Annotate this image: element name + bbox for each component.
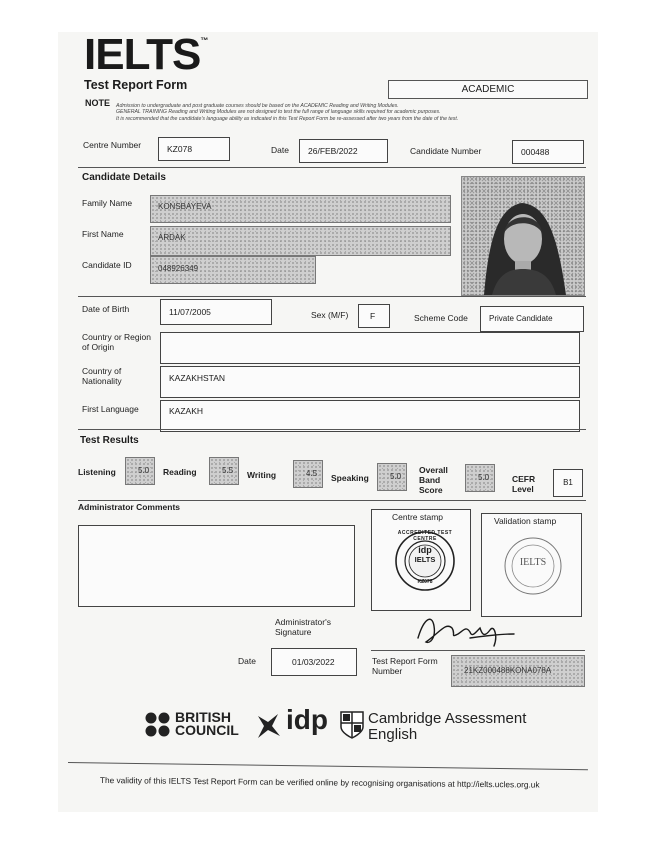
signature-label-line: Administrator's: [275, 617, 331, 627]
centre-number-label: Centre Number: [83, 140, 142, 150]
british-council-text: [175, 711, 239, 737]
writing-score: 4.5: [293, 460, 323, 488]
british-council-line: BRITISH: [175, 709, 231, 725]
cefr-label-line: Level: [512, 484, 534, 494]
overall-label-line: Score: [419, 485, 443, 495]
centre-stamp-inner: [408, 545, 442, 565]
candidate-id-label: Candidate ID: [82, 260, 132, 270]
stamp-ielts-text: IELTS: [414, 555, 436, 564]
candidate-details-heading: Candidate Details: [82, 172, 166, 183]
validation-stamp-inner: IELTS: [519, 557, 547, 568]
family-name-value: KONSBAYEVA: [150, 195, 451, 223]
overall-label-line: Band: [419, 475, 441, 485]
trf-number-label: [372, 656, 438, 676]
sex-label: Sex (M/F): [311, 310, 349, 320]
centre-stamp-label: Centre stamp: [392, 512, 444, 522]
origin-label-line: of Origin: [82, 342, 115, 352]
signature-label-line: Signature: [275, 627, 312, 637]
nationality-label-line: Country of: [82, 366, 122, 376]
validity-note: The validity of this IELTS Test Report Form can be verified online by recognising organisations at http://ielts.ucles.org.uk: [99, 775, 540, 790]
scheme-code-label: Scheme Code: [414, 313, 468, 323]
date-label: Date: [271, 145, 289, 155]
note-text: [116, 103, 586, 122]
reading-label: Reading: [163, 467, 197, 477]
admin-comments-label: Administrator Comments: [78, 502, 181, 512]
validation-stamp-label: Validation stamp: [494, 516, 557, 526]
centre-stamp-ring-text: ACCREDITED TEST CENTRE: [397, 530, 453, 542]
first-language-label: First Language: [82, 404, 139, 414]
cambridge-line: Cambridge Assessment: [368, 710, 527, 727]
cefr-label-line: CEFR: [512, 474, 536, 484]
divider: [78, 429, 586, 430]
note-line: Admission to undergraduate and post graduate courses should be based on the ACADEMIC Reading and Writing Modules.: [116, 103, 399, 109]
centre-number-value: KZ078: [158, 137, 230, 161]
british-council-line: COUNCIL: [175, 722, 239, 738]
dob-label: Date of Birth: [82, 304, 130, 314]
candidate-photo: [461, 176, 585, 296]
cefr-level-value: B1: [553, 469, 583, 497]
scheme-code-value: Private Candidate: [480, 306, 584, 332]
reading-score: 5.5: [209, 457, 239, 485]
test-results-heading: Test Results: [80, 435, 139, 446]
british-council-dots-icon: [144, 711, 172, 739]
signature-label: [275, 617, 331, 637]
origin-value: [160, 332, 580, 364]
administrator-signature-icon: [410, 608, 520, 650]
listening-label: Listening: [78, 467, 116, 477]
listening-score: 5.0: [125, 457, 155, 485]
candidate-id-value: 048926349: [150, 256, 316, 284]
note-line: It is recommended that the candidate's language ability as indicated in this Test Report Form be re-assessed after two years from the date of the test.: [116, 115, 459, 122]
divider: [371, 650, 585, 651]
first-name-label: First Name: [82, 229, 124, 239]
test-date-value: 26/FEB/2022: [299, 139, 388, 163]
admin-comments-box: [78, 525, 355, 607]
cambridge-shield-icon: [340, 711, 364, 739]
centre-stamp-code: KZ078: [417, 579, 433, 585]
trf-label-line: Test Report Form: [372, 656, 438, 666]
divider: [78, 296, 586, 297]
cambridge-line: English: [368, 726, 418, 743]
dob-value: 11/07/2005: [160, 299, 272, 325]
note-label: NOTE: [85, 98, 111, 108]
sex-value: F: [358, 304, 390, 328]
trf-number-value: 21KZ000488KONA078A: [451, 655, 585, 687]
admin-date-value: 01/03/2022: [271, 648, 357, 676]
form-title: Test Report Form: [84, 78, 188, 92]
origin-label: [82, 332, 151, 352]
origin-label-line: Country or Region: [82, 332, 151, 342]
overall-band-label: [419, 465, 448, 495]
writing-label: Writing: [247, 470, 277, 480]
ielts-logo: IELTS™: [84, 30, 208, 79]
divider: [78, 500, 586, 501]
overall-label-line: Overall: [419, 465, 448, 475]
first-name-value: ARDAK: [150, 226, 451, 256]
candidate-portrait-icon: [462, 177, 584, 295]
module-box: ACADEMIC: [388, 80, 588, 99]
candidate-number-value: 000488: [512, 140, 584, 164]
cefr-level-label: [512, 474, 535, 494]
note-line: GENERAL TRAINING Reading and Writing Modules are not designed to test the full range of language skills required for academic purposes.: [116, 109, 441, 116]
divider: [78, 167, 586, 168]
nationality-value: KAZAKHSTAN: [160, 366, 580, 398]
family-name-label: Family Name: [82, 198, 133, 208]
nationality-label-line: Nationality: [82, 376, 122, 386]
nationality-label: [82, 366, 122, 386]
first-language-value: KAZAKH: [160, 400, 580, 432]
overall-band-score: 5.0: [465, 464, 495, 492]
trf-label-line: Number: [372, 666, 403, 676]
speaking-label: Speaking: [331, 473, 369, 483]
cambridge-text: [368, 711, 526, 743]
admin-date-label: Date: [238, 656, 256, 666]
candidate-number-label: Candidate Number: [410, 146, 482, 156]
stamp-idp-text: idp: [418, 545, 432, 555]
speaking-score: 5.0: [377, 463, 407, 491]
idp-mark-icon: [254, 710, 284, 740]
idp-text: idp: [286, 704, 328, 735]
